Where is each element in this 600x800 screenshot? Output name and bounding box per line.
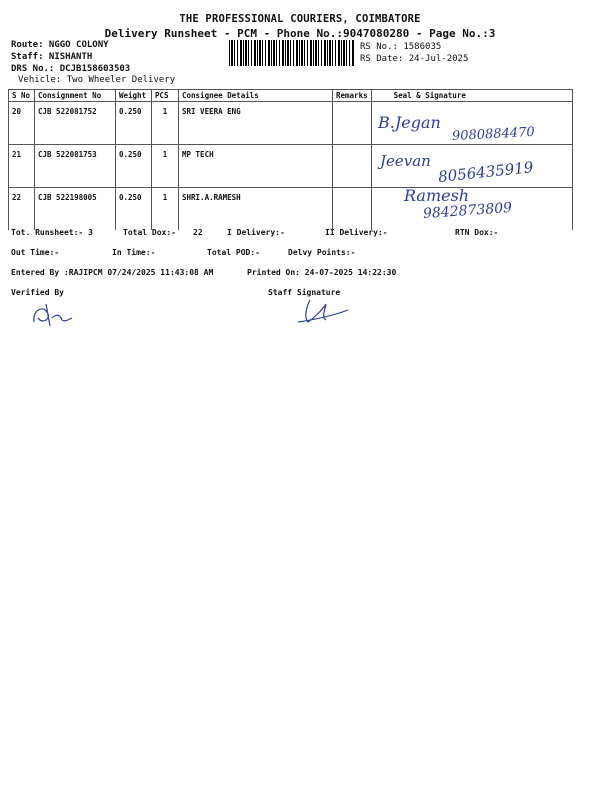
staff-signature-mark: [292, 296, 352, 326]
cell-consignment: CJB 522081752: [35, 102, 116, 145]
printed-on: Printed On: 24-07-2025 14:22:30: [247, 268, 397, 277]
cell-pcs: 1: [152, 145, 179, 188]
runsheet-subtitle: Delivery Runsheet - PCM - Phone No.:9047080280 - Page No.:3: [104, 27, 496, 40]
delvy-points: Delvy Points:-: [288, 248, 356, 257]
cell-weight: 0.250: [116, 145, 152, 188]
cell-weight: 0.250: [116, 188, 152, 231]
vehicle-label: Vehicle: Two Wheeler Delivery: [18, 75, 176, 85]
cell-consignee: SRI VEERA ENG: [179, 102, 333, 145]
route-label: Route: NGGO COLONY: [11, 40, 109, 50]
col-consignee: Consignee Details: [179, 90, 333, 102]
i-delivery: I Delivery:-: [227, 228, 285, 237]
barcode: [229, 40, 354, 66]
ii-delivery: II Delivery:-: [325, 228, 388, 237]
col-seal-signature: Seal & Signature: [371, 90, 572, 102]
entered-by: Entered By :RAJIPCM 07/24/2025 11:43:08 AM: [11, 268, 214, 277]
verified-by-signature: [28, 300, 78, 328]
total-pod: Total POD:-: [207, 248, 260, 257]
in-time: In Time:-: [112, 248, 156, 257]
staff-signature-label: Staff Signature: [268, 288, 341, 297]
cell-pcs: 1: [152, 188, 179, 231]
cell-consignment: CJB 522198005: [35, 188, 116, 231]
handwritten-phone-row-21: 8056435919: [437, 158, 535, 186]
cell-remarks: [333, 145, 372, 188]
total-dox-value: 22: [193, 228, 203, 237]
verified-by-label: Verified By: [11, 288, 64, 297]
col-weight: Weight: [116, 90, 152, 102]
cell-consignee: MP TECH: [179, 145, 333, 188]
out-time: Out Time:-: [11, 248, 60, 257]
rtn-dox: RTN Dox:-: [455, 228, 499, 237]
cell-sno: 22: [9, 188, 35, 231]
signature-row-20: B.Jegan: [378, 113, 441, 132]
signature-row-22: Ramesh: [404, 186, 470, 205]
tot-runsheet: Tot. Runsheet:- 3: [11, 228, 93, 237]
table-header-row: [9, 90, 573, 102]
company-title: THE PROFESSIONAL COURIERS, COIMBATORE: [179, 13, 421, 25]
handwritten-phone-row-20: 9080884470: [451, 124, 536, 145]
staff-label: Staff: NISHANTH: [11, 52, 93, 62]
cell-consignee: SHRI.A.RAMESH: [179, 188, 333, 231]
cell-remarks: [333, 102, 372, 145]
cell-weight: 0.250: [116, 102, 152, 145]
drs-number: DRS No.: DCJB158603503: [11, 64, 131, 74]
cell-consignment: CJB 522081753: [35, 145, 116, 188]
total-dox-label: Total Dox:-: [123, 228, 176, 237]
signature-row-21: Jeevan: [380, 152, 431, 170]
cell-sno: 21: [9, 145, 35, 188]
rs-date: RS Date: 24-Jul-2025: [360, 54, 469, 64]
col-remarks: Remarks: [333, 90, 372, 102]
col-pcs: PCS: [152, 90, 179, 102]
rs-number: RS No.: 1586035: [360, 42, 442, 52]
handwritten-phone-row-22: 9842873809: [422, 199, 513, 223]
col-consignment: Consignment No: [35, 90, 116, 102]
col-sno: S No: [9, 90, 35, 102]
cell-remarks: [333, 188, 372, 231]
cell-sno: 20: [9, 102, 35, 145]
cell-pcs: 1: [152, 102, 179, 145]
